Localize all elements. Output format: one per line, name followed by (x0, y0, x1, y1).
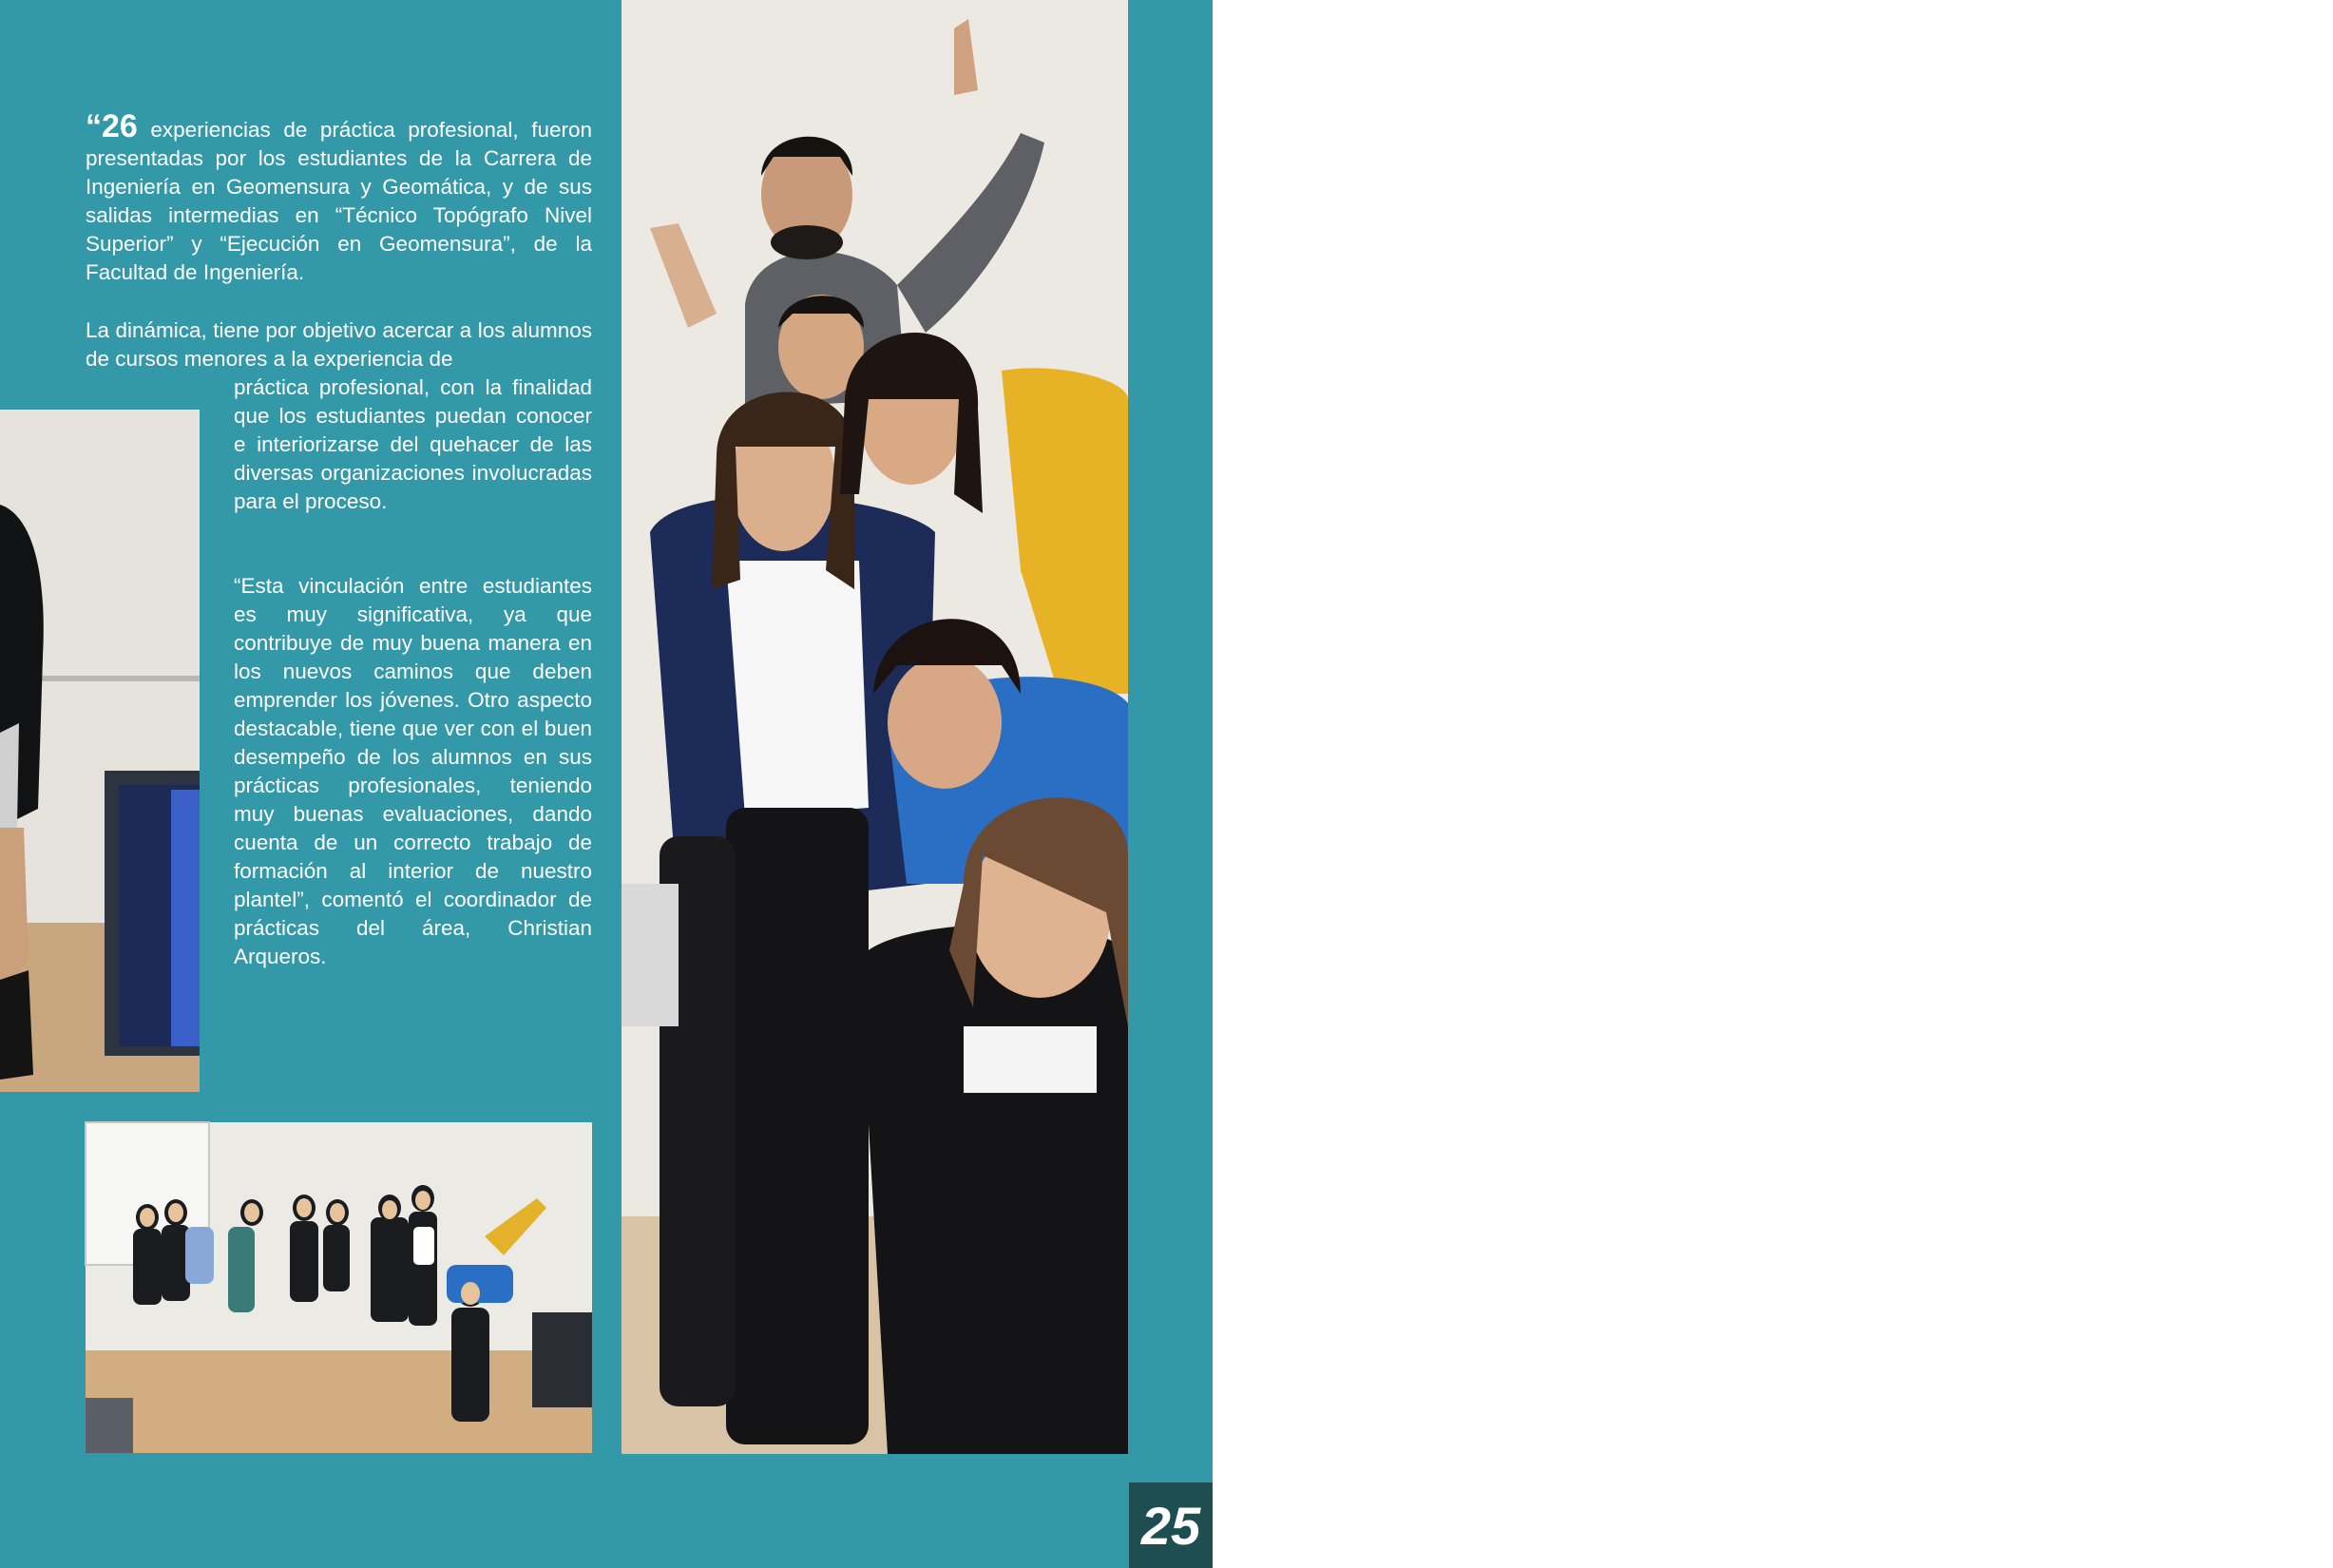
page-number: 25 (1140, 1495, 1201, 1556)
section-label-text: DOCENCIA (2266, 90, 2328, 385)
intro-number: “26 (86, 108, 138, 144)
paragraph-quote: “Esta vinculación entre estudiantes es muy significativa, ya que contribuye de muy buena manera en los nuevos caminos que deben emprender los jóvenes. Otro aspecto destacable, tiene que ver con el buen desempeño de los alumnos en sus prácticas profesionales, teniendo muy buenas evaluaciones, dando cuenta de un correcto trabajo de formación al interior de nuestro plantel”, comentó el coordinador de prácticas del área, Christian Arqueros. (234, 574, 592, 968)
page-number-box (1129, 1482, 1213, 1568)
group-photo-image (86, 1122, 592, 1453)
paragraph-dynamics-end: práctica profesional, con la finalidad que los estudiantes puedan conocer e interiorizarse del quehacer de las diversas organizaciones involucradas para el proceso. (234, 375, 592, 513)
paragraph-dynamics-start: La dinámica, tiene por objetivo acercar a los alumnos de cursos menores a la experiencia de (86, 318, 592, 371)
left-photo-image (0, 410, 200, 1092)
section-label (2266, 90, 2333, 385)
students-closeup-image (621, 0, 1128, 1454)
intro-text: experiencias de práctica profesional, fueron presentadas por los estudiantes de la Carrera de Ingeniería en Geomensura y Geomática, y de sus salidas intermedias en “Técnico Topógrafo Nivel Superior” y “Ejecución en Geomensura”, de la Facultad de Ingeniería. (86, 118, 592, 284)
left-photo-cropped (0, 410, 200, 1092)
paragraph-intro (86, 108, 592, 287)
section-sidebar (1128, 0, 2328, 1482)
group-photo (86, 1122, 592, 1453)
students-closeup-photo (621, 0, 1128, 1454)
